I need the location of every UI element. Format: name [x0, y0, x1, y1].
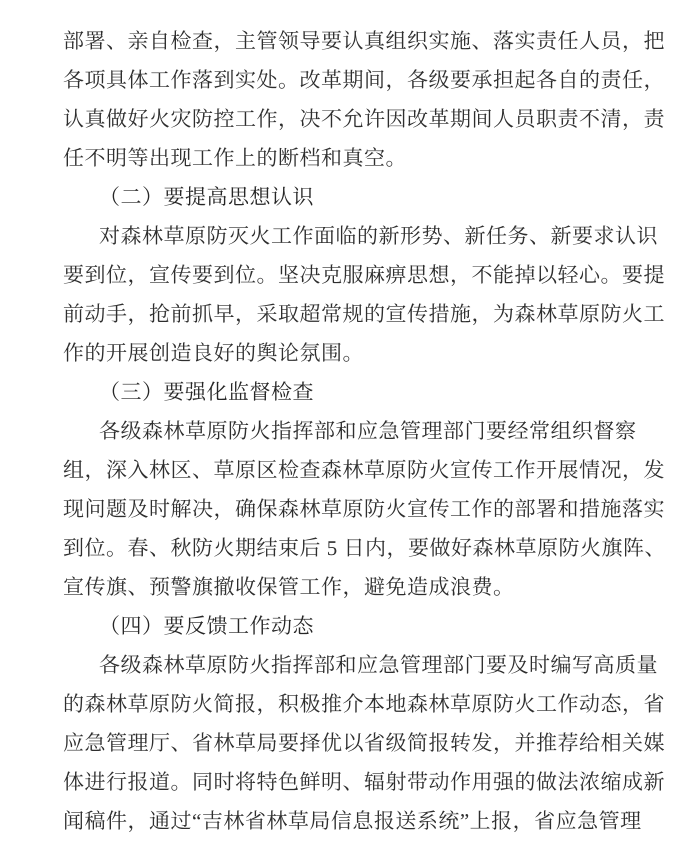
- section-heading: [63, 178, 660, 217]
- paragraph: [63, 217, 665, 373]
- paragraph: [63, 22, 665, 178]
- text-line: 闻稿件，通过“吉林省林草局信息报送系统”上报，省应急管理: [63, 809, 642, 833]
- text-line: 对森林草原防灭火工作面临的新形势、新任务、新要求认识: [99, 224, 658, 248]
- paragraph: [63, 646, 665, 841]
- text-line: 前动手，抢前抓早，采取超常规的宣传措施，为森林草原防火工: [63, 302, 665, 326]
- text-line: 作的开展创造良好的舆论氛围。: [63, 341, 364, 365]
- text-line: 现问题及时解决，确保森林草原防火宣传工作的部署和措施落实: [63, 497, 665, 521]
- text-line: 到位。春、秋防火期结束后 5 日内，要做好森林草原防火旗阵、: [63, 536, 666, 560]
- text-line: 任不明等出现工作上的断档和真空。: [63, 146, 407, 170]
- text-line: 各级森林草原防火指挥部和应急管理部门要经常组织督察: [99, 419, 637, 443]
- text-line: 各级森林草原防火指挥部和应急管理部门要及时编写高质量: [99, 653, 658, 677]
- text-line: （二）要提高思想认识: [99, 185, 314, 209]
- section-heading: [63, 373, 660, 412]
- section-heading: [63, 607, 660, 646]
- text-line: （四）要反馈工作动态: [99, 614, 314, 638]
- text-line: 体进行报道。同时将特色鲜明、辐射带动作用强的做法浓缩成新: [63, 770, 665, 794]
- text-line: 部署、亲自检查，主管领导要认真组织实施、落实责任人员，把: [63, 29, 665, 53]
- text-line: 宣传旗、预警旗撤收保管工作，避免造成浪费。: [63, 575, 515, 599]
- text-line: 的森林草原防火简报，积极推介本地森林草原防火工作动态，省: [63, 692, 665, 716]
- paragraph: [63, 412, 666, 607]
- text-line: 组，深入林区、草原区检查森林草原防火宣传工作开展情况，发: [63, 458, 665, 482]
- text-line: 要到位，宣传要到位。坚决克服麻痹思想，不能掉以轻心。要提: [63, 263, 665, 287]
- document-text: [63, 22, 666, 841]
- text-line: 各项具体工作落到实处。改革期间，各级要承担起各自的责任，: [63, 68, 665, 92]
- text-line: 认真做好火灾防控工作，决不允许因改革期间人员职责不清，责: [63, 107, 665, 131]
- text-line: （三）要强化监督检查: [99, 380, 314, 404]
- text-line: 应急管理厅、省林草局要择优以省级简报转发，并推荐给相关媒: [63, 731, 665, 755]
